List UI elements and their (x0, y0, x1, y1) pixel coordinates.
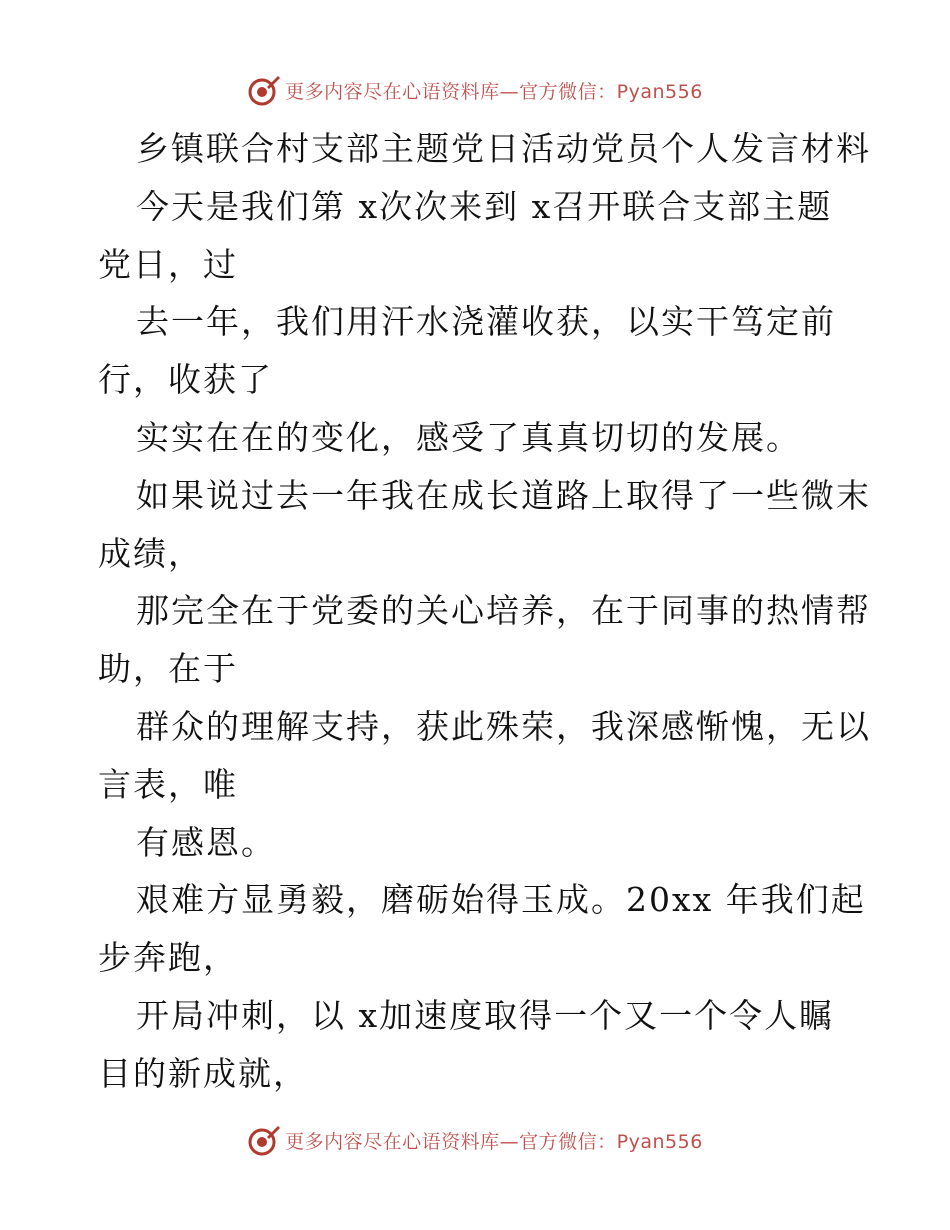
text-line: 目的新成就， (98, 1053, 308, 1093)
header-watermark-banner (0, 70, 950, 110)
text-line: 群众的理解支持，获此殊荣，我深感惭愧，无以 (136, 706, 871, 746)
text-line: 言表，唯 (98, 764, 238, 804)
text-line: 今天是我们第 x次次来到 x召开联合支部主题 (136, 186, 833, 226)
header-banner-text: 更多内容尽在心语资料库—官方微信：Pyan556 (285, 80, 703, 103)
text-line: 开局冲刺，以 x加速度取得一个又一个令人瞩 (136, 995, 835, 1035)
text-line: 艰难方显勇毅，磨砺始得玉成。20xx 年我们起 (136, 880, 866, 920)
document-title: 乡镇联合村支部主题党日活动党员个人发言材料 (136, 129, 871, 168)
pen-nib-circle-icon (247, 1123, 281, 1157)
text-line: 成绩， (98, 533, 203, 573)
text-line: 实实在在的变化，感受了真真切切的发展。 (136, 417, 801, 457)
text-line: 如果说过去一年我在成长道路上取得了一些微末 (136, 475, 871, 515)
footer-watermark-banner (0, 1120, 950, 1160)
footer-banner-text: 更多内容尽在心语资料库—官方微信：Pyan556 (285, 1130, 703, 1153)
text-line: 去一年，我们用汗水浇灌收获，以实干笃定前 (136, 302, 836, 342)
text-line: 步奔跑， (98, 938, 238, 978)
text-line: 那完全在于党委的关心培养，在于同事的热情帮 (136, 591, 871, 631)
text-line: 党日，过 (98, 244, 238, 284)
text-line: 行，收获了 (98, 360, 273, 400)
text-line: 助，在于 (98, 649, 238, 689)
pen-nib-circle-icon (247, 73, 281, 107)
text-line: 有感恩。 (136, 822, 276, 862)
document-body (98, 120, 871, 1103)
